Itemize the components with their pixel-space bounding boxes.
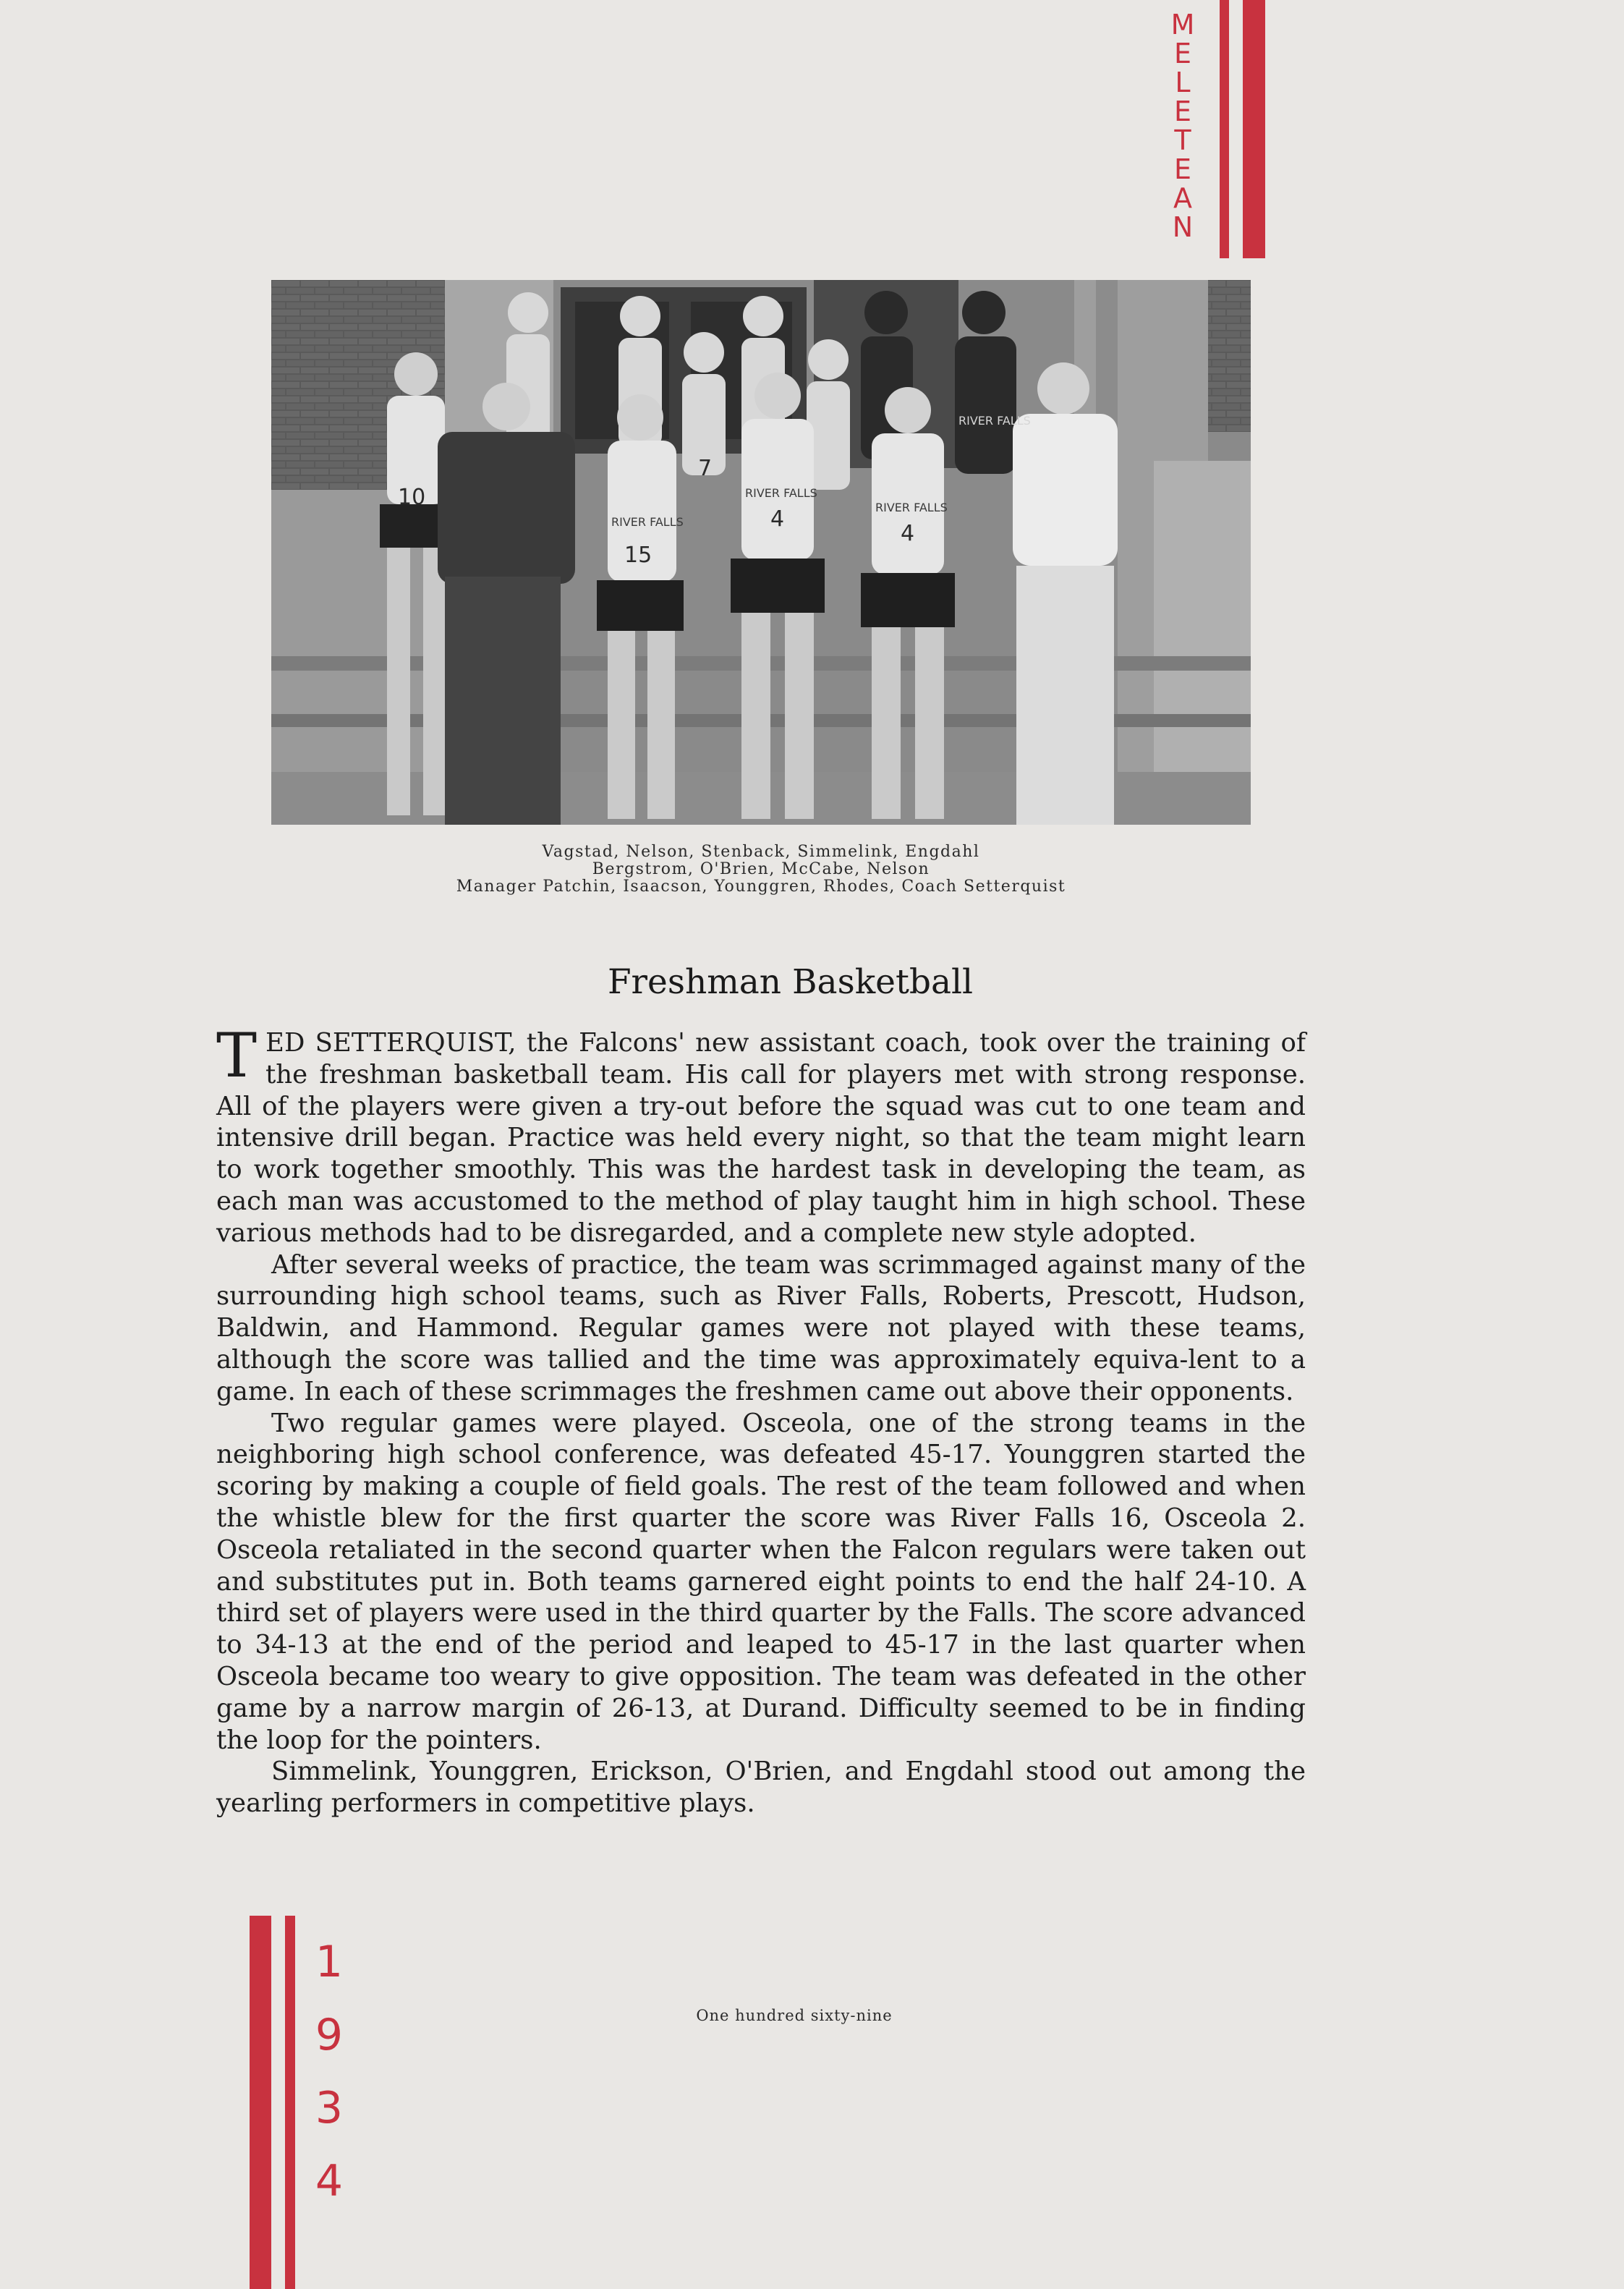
jersey-lettering: RIVER FALLS	[875, 501, 948, 514]
bottom-thin-red-bar	[285, 1916, 295, 2289]
caption-row: Vagstad, Nelson, Stenback, Simmelink, Engdahl	[542, 843, 980, 861]
year-digit: 9	[315, 2010, 344, 2060]
top-thin-red-bar	[1220, 0, 1229, 258]
vertical-yearbook-title	[1165, 10, 1201, 242]
bottom-thick-red-bar	[250, 1916, 271, 2289]
article-paragraph: After several weeks of practice, the team was scrimmaged against many of the surrounding high school teams, such as River Falls, Roberts, Prescott, Hudson, Baldwin, and Hammond. Regular games were not played with these teams, although the score was tallied and the time was approximately equiva-lent to a game. In each of these scrimmages the freshmen came out above their opponents.	[216, 1249, 1306, 1406]
year-digit: 3	[315, 2083, 344, 2133]
paragraph-text: ED SETTERQUIST, the Falcons' new assistant coach, took over the training of the freshman basketball team. His call for players met with strong response. All of the players were given a try-out before the squad was cut to one team and intensive drill began. Practice was held every night, so that the team might learn to work together smoothly. This was the hardest task in developing the team, as each man was accustomed to the method of play taught him in high school. These various methods had to be disregarded, and a complete new style adopted.	[216, 1028, 1306, 1248]
article-body	[216, 1020, 1306, 1819]
jersey-number: 7	[698, 456, 713, 481]
title-letter: N	[1172, 211, 1194, 243]
title-letter: A	[1173, 182, 1192, 214]
drop-cap: T	[216, 1020, 258, 1091]
title-letter: L	[1175, 67, 1191, 98]
jersey-lettering: RIVER FALLS	[611, 515, 684, 529]
article-paragraph	[216, 1020, 1306, 1249]
title-letter: T	[1174, 124, 1191, 156]
title-letter: E	[1173, 95, 1191, 127]
jersey-number: 15	[624, 543, 652, 568]
photo-caption	[271, 844, 1251, 896]
title-letter: E	[1173, 153, 1191, 185]
team-photo	[271, 280, 1251, 825]
jersey-number: 4	[770, 506, 785, 532]
page-number: One hundred sixty-nine	[696, 2007, 893, 2024]
top-thick-red-bar	[1243, 0, 1265, 258]
article-paragraph: Simmelink, Younggren, Erickson, O'Brien, and Engdahl stood out among the yearling performers in competitive plays.	[216, 1757, 1306, 1819]
jersey-lettering: RIVER FALLS	[745, 486, 817, 500]
caption-row: Bergstrom, O'Brien, McCabe, Nelson	[592, 860, 930, 878]
title-letter: M	[1170, 9, 1195, 41]
caption-row: Manager Patchin, Isaacson, Younggren, Rhodes, Coach Setterquist	[456, 878, 1066, 896]
article-paragraph: Two regular games were played. Osceola, one of the strong teams in the neighboring high school conference, was defeated 45-17. Younggren started the scoring by making a couple of field goals. The rest of the team followed and when the whistle blew for the first quarter the score was River Falls 16, Osceola 2. Osceola retaliated in the second quarter when the Falcon regulars were taken out and substitutes put in. Both teams garnered eight points to end the half 24-10. A third set of players were used in the third quarter by the Falls. The score advanced to 34-13 at the end of the period and leaped to 45-17 in the last quarter when Osceola became too weary to give opposition. The team was defeated in the other game by a narrow margin of 26-13, at Durand. Difficulty seemed to be in finding the loop for the pointers.	[216, 1408, 1306, 1755]
jersey-number: 4	[901, 521, 915, 546]
year-digit: 4	[315, 2156, 344, 2207]
article-title: Freshman Basketball	[607, 962, 974, 1002]
jersey-lettering: RIVER FALLS	[958, 414, 1031, 428]
title-letter: E	[1173, 38, 1191, 69]
jersey-number: 10	[398, 485, 426, 510]
team-photo-illustration	[271, 280, 1251, 825]
vertical-year	[307, 1926, 351, 2218]
year-digit: 1	[315, 1937, 344, 1987]
